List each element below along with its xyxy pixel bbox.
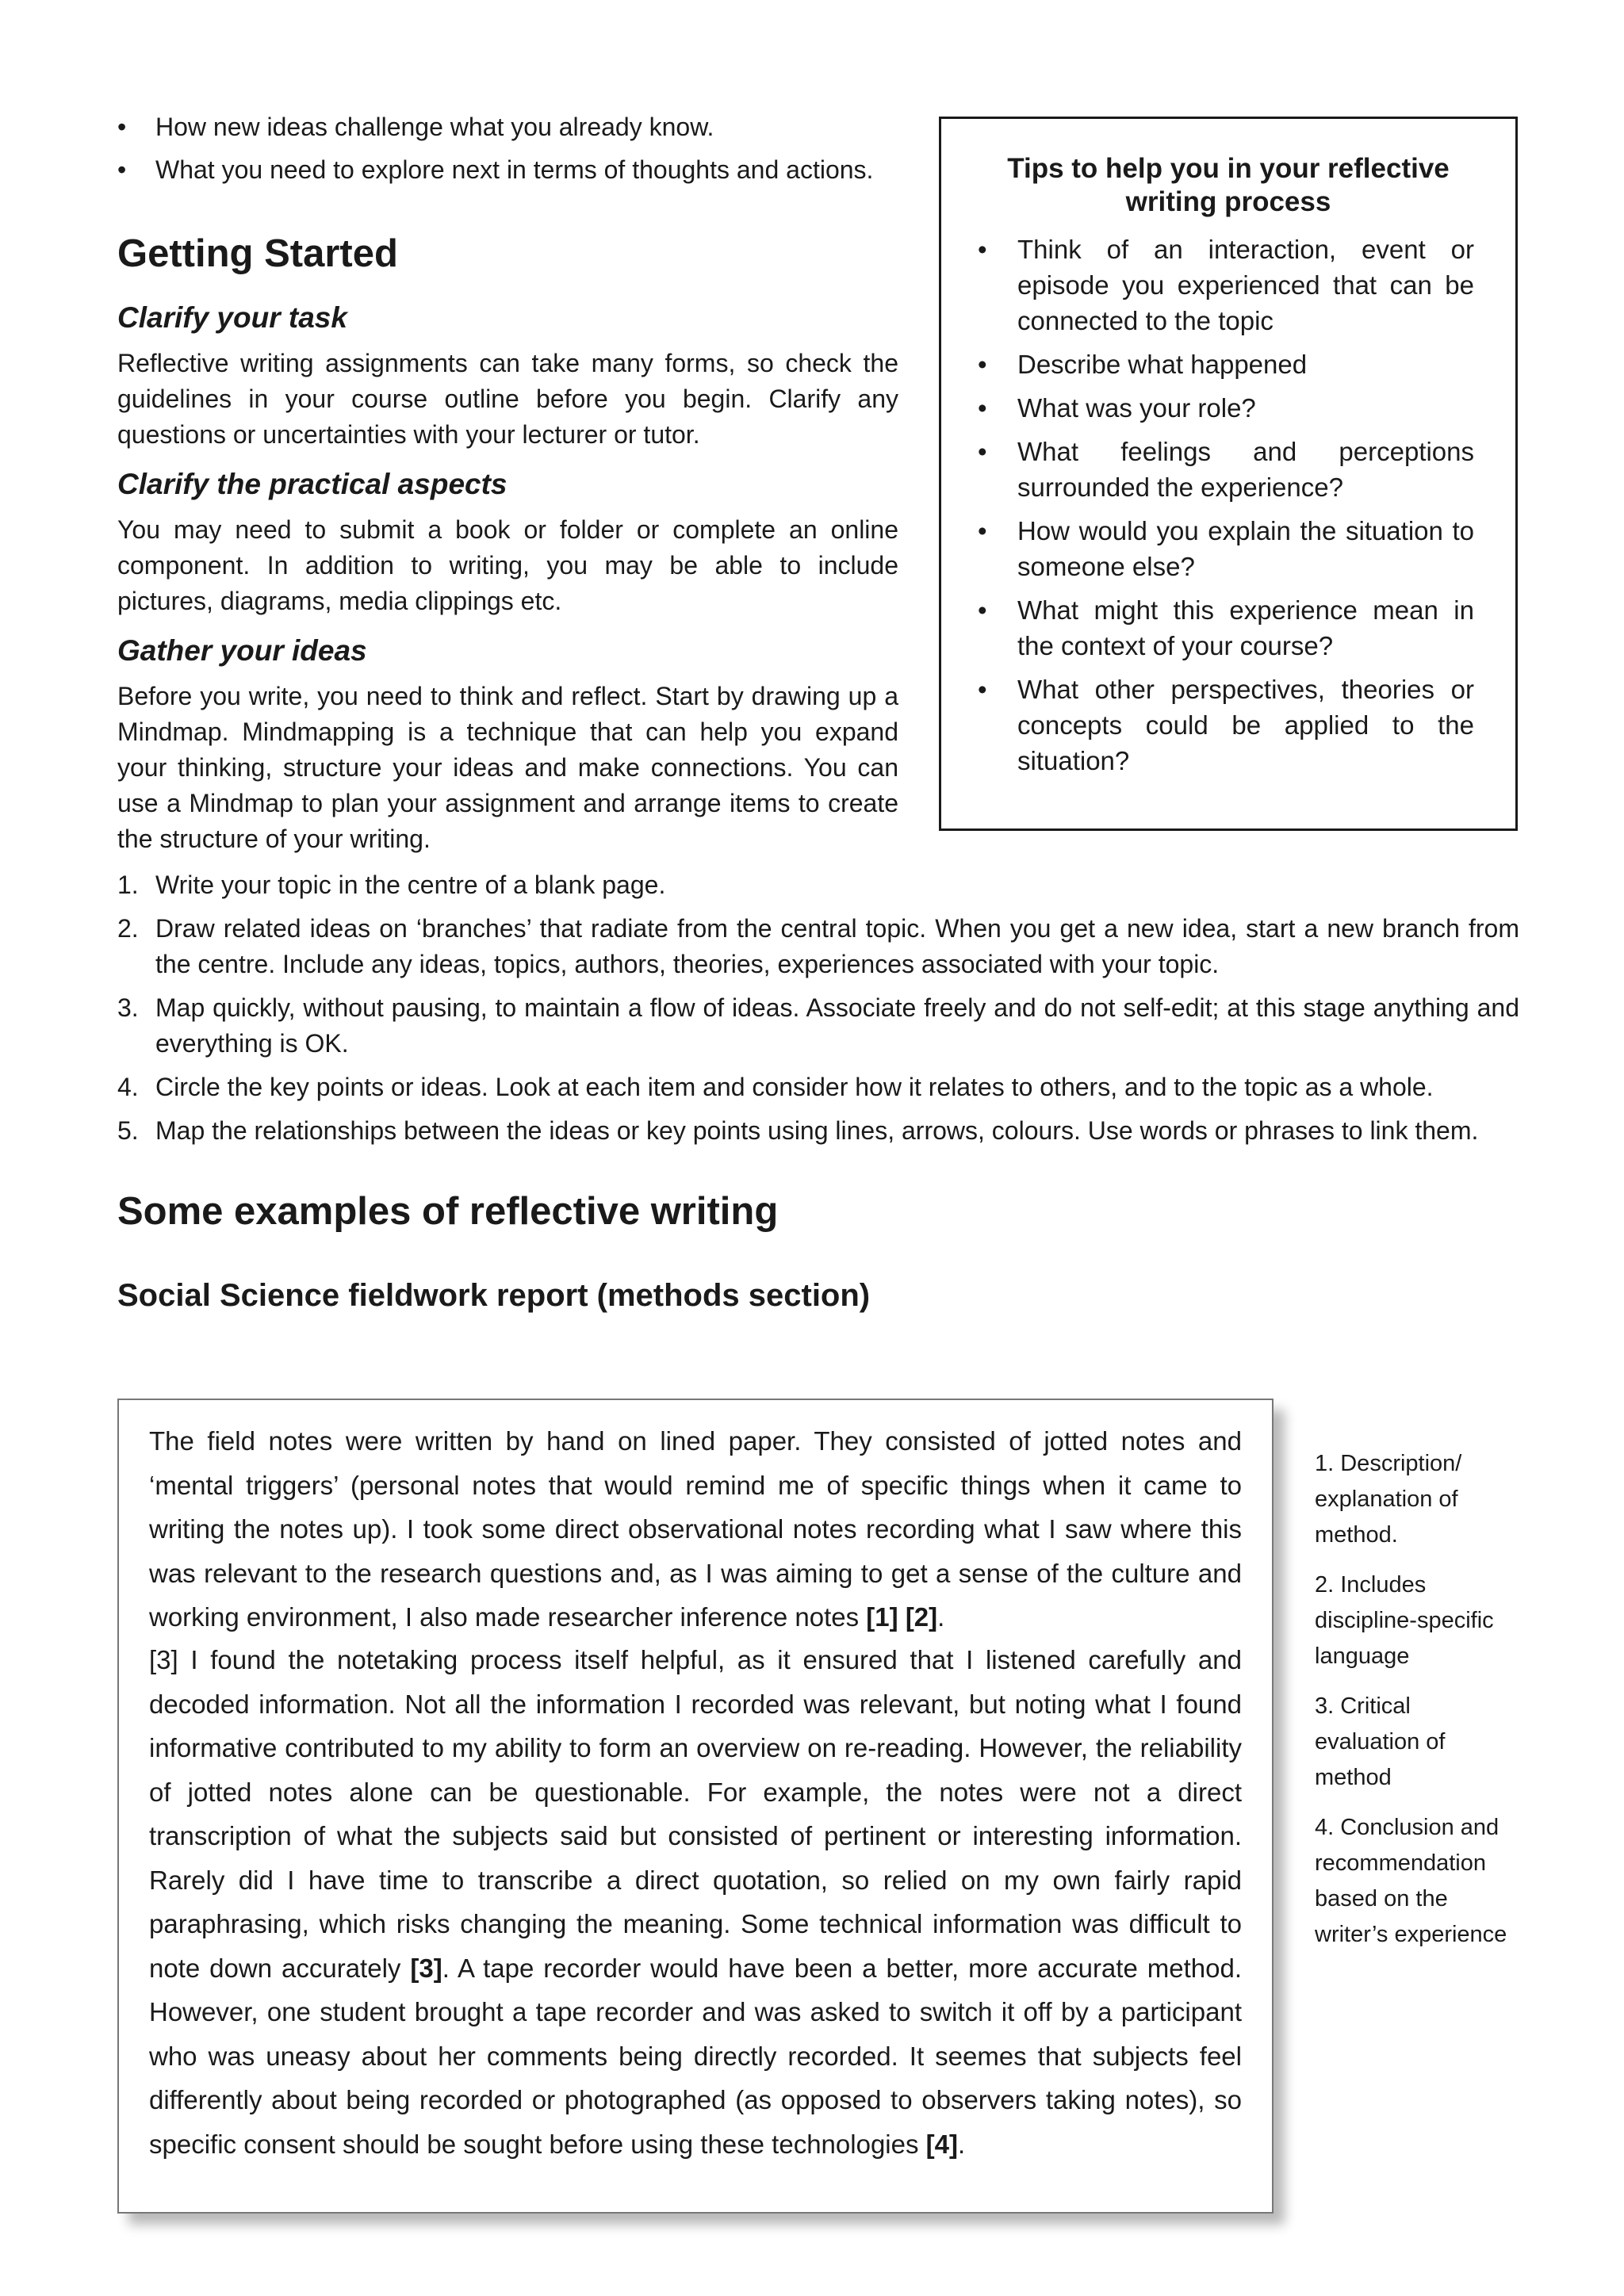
paragraph-text: . A tape recorder would have been a better, more accurate method. However, one student brought a tape recorder and was asked to switch it off by a participant who was uneasy about her comments being directly recorded. It seemes that subjects feel differently about being recorded or photographed (as opposed to observers taking notes), so specific consent should be sought before using these technologies	[149, 1953, 1242, 2159]
step-number: 4.	[117, 1073, 139, 1101]
step-text: Map the relationships between the ideas or key points using lines, arrows, colours. Use words or phrases to link them.	[155, 1116, 1479, 1145]
intro-bullet-list	[117, 109, 910, 195]
step-text: Circle the key points or ideas. Look at each item and consider how it relates to others, and to the topic as a whole.	[155, 1073, 1434, 1101]
tip-item: • What might this experience mean in the context of your course?	[978, 592, 1474, 664]
reference-marker: [3]	[410, 1953, 442, 1983]
paragraph-text: [3] I found the notetaking process itself helpful, as it ensured that I listened carefully and decoded information. Not all the information I recorded was relevant, but noting what I found informative contributed to my ability to form an overview on re-reading. However, the reliability of jotted notes alone can be questionable. For example, the notes were not a direct transcription of what the subjects said but consisted of pertinent or interesting information. Rarely did I have time to transcribe a direct quotation, so relied on my own fairly rapid paraphrasing, which risks changing the meaning. Some technical information was difficult to note down accurately	[149, 1645, 1242, 1983]
mindmap-steps-list	[117, 867, 1519, 1157]
step-text: Draw related ideas on ‘branches’ that radiate from the central topic. When you get a new idea, start a new branch from the centre. Include any ideas, topics, authors, theories, experiences associated with your topic.	[155, 914, 1519, 978]
step-text: Write your topic in the centre of a blank page.	[155, 871, 666, 899]
tips-title: Tips to help you in your reflective writing process	[1007, 153, 1450, 217]
step-number: 2.	[117, 914, 139, 943]
step-number: 3.	[117, 993, 139, 1022]
gather-ideas-subheading: Gather your ideas	[117, 634, 367, 667]
step-text: Map quickly, without pausing, to maintain a flow of ideas. Associate freely and do not self-edit; at this stage anything and everything is OK.	[155, 993, 1519, 1058]
example-paragraph-2	[149, 1638, 1242, 2166]
step-item	[117, 911, 1519, 982]
step-item	[117, 1070, 1519, 1105]
paragraph-end: .	[958, 2129, 966, 2159]
getting-started-heading: Getting Started	[117, 232, 398, 275]
annotation-item: 1. Description/ explanation of method.	[1315, 1451, 1462, 1548]
paragraph-text: The field notes were written by hand on lined paper. They consisted of jotted notes and ‘mental triggers’ (personal notes that would remind me of specific things when it came to writing the notes up). I took some direct observational notes recording what I saw where this was relevant to the research questions and, as I was aiming to get a sense of the culture and working environment, I also made researcher inference notes	[149, 1426, 1242, 1632]
reference-marker: [4]	[925, 2129, 958, 2159]
reference-marker: [1]	[866, 1602, 898, 1632]
examples-heading: Some examples of reflective writing	[117, 1190, 779, 1233]
tip-item: • What feelings and perceptions surrounded the experience?	[978, 434, 1474, 505]
tips-list	[978, 232, 1474, 786]
tip-item: • How would you explain the situation to someone else?	[978, 513, 1474, 584]
example-text-box	[117, 1399, 1274, 2214]
tip-item: • What other perspectives, theories or concepts could be applied to the situation?	[978, 672, 1474, 779]
clarify-task-paragraph: Reflective writing assignments can take many forms, so check the guidelines in your course outline before you begin. Clarify any questions or uncertainties with your lecturer or tutor.	[117, 349, 898, 449]
paragraph-end: .	[937, 1602, 945, 1632]
annotation-item: 2. Includes discipline-specific language	[1315, 1572, 1494, 1669]
annotation-item: 3. Critical evaluation of method	[1315, 1693, 1446, 1790]
tip-item: • Describe what happened	[978, 346, 1474, 382]
step-number: 1.	[117, 871, 139, 899]
step-item	[117, 990, 1519, 1062]
reference-marker: [2]	[905, 1602, 938, 1632]
step-item	[117, 1113, 1519, 1149]
step-item	[117, 867, 1519, 903]
gather-ideas-paragraph: Before you write, you need to think and reflect. Start by drawing up a Mindmap. Mindmapping is a technique that can help you expand your thinking, structure your ideas and make connections. You can use a Mindmap to plan your assignment and arrange items to create the structure of your writing.	[117, 682, 898, 853]
step-number: 5.	[117, 1116, 139, 1145]
bullet-item: • How new ideas challenge what you already know.	[117, 109, 910, 144]
practical-aspects-subheading: Clarify the practical aspects	[117, 468, 508, 500]
practical-aspects-paragraph: You may need to submit a book or folder or complete an online component. In addition to writing, you may be able to include pictures, diagrams, media clippings etc.	[117, 515, 898, 615]
tips-box	[939, 117, 1518, 831]
tip-item: • What was your role?	[978, 390, 1474, 426]
margin-annotations	[1315, 1446, 1521, 1967]
clarify-task-subheading: Clarify your task	[117, 301, 347, 334]
example-paragraph-1	[149, 1419, 1242, 1640]
bullet-item: • What you need to explore next in terms of thoughts and actions.	[117, 152, 910, 187]
tip-item: • Think of an interaction, event or episode you experienced that can be connected to the topic	[978, 232, 1474, 339]
annotation-item: 4. Conclusion and recommendation based on the writer’s experience	[1315, 1815, 1507, 1947]
fieldwork-report-subheading: Social Science fieldwork report (methods section)	[117, 1278, 871, 1313]
